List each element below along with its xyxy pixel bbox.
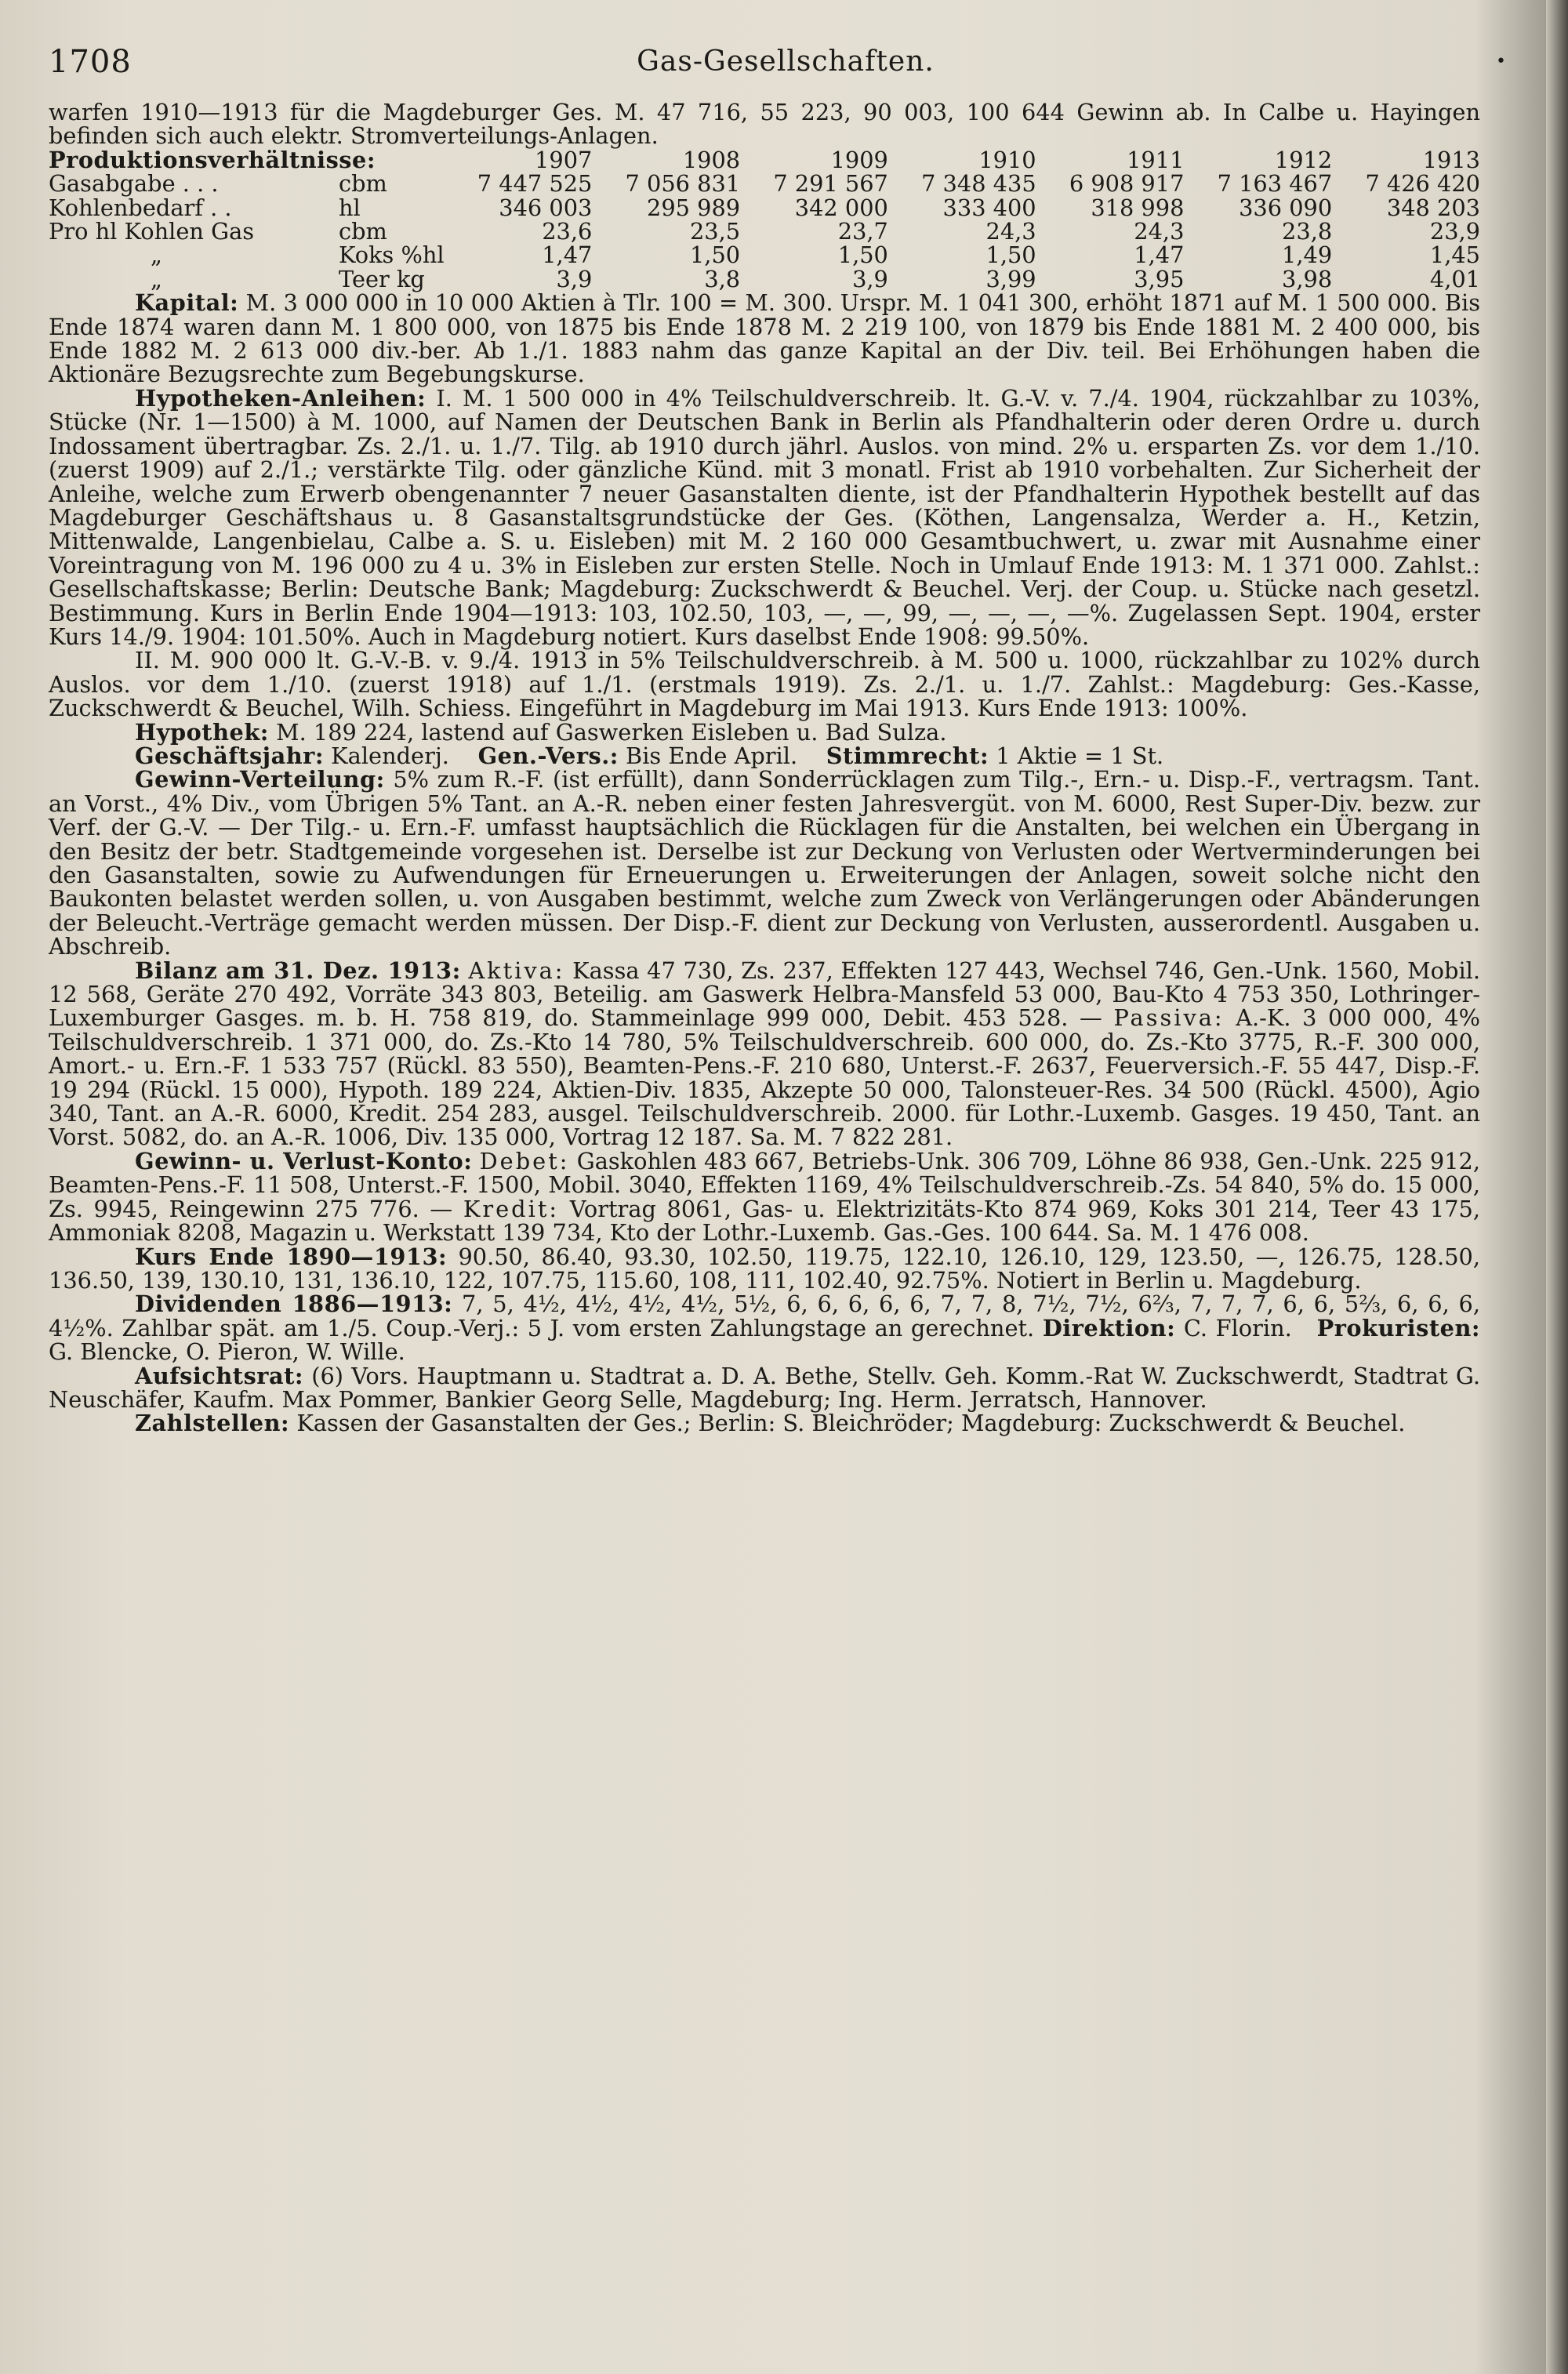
direktion-text: C. Florin. bbox=[1183, 1314, 1292, 1341]
table-cell: 3,95 bbox=[1134, 265, 1185, 292]
section-text: II. M. 900 000 lt. G.-V.-B. v. 9./4. 1913 in 5% Teilschuldverschreib. à M. 500 u. 1000, rückzahlbar zu 102% durch Auslos. vor dem 1./10. (zuerst 1918) auf 1./1. (erstmals 1919). Zs. 2./1. u. 1./7. Zahlst.: Magdeburg: Ges.-Kasse, Zuckschwerdt & Beuchel, Wilh. Schiess. Eingeführt in Magdeburg im Mai 1913. Kurs Ende 1913: 100%. bbox=[49, 647, 1480, 722]
row-label: „ bbox=[151, 265, 162, 292]
section-text: Kalenderj. bbox=[331, 742, 449, 769]
year-1911: 1911 bbox=[1127, 146, 1185, 173]
year-1910: 1910 bbox=[978, 146, 1036, 173]
hypotheken-anleihen-paragraph bbox=[49, 384, 1480, 650]
section-label: Geschäftsjahr: bbox=[135, 742, 324, 769]
gen-vers-text: Bis Ende April. bbox=[626, 742, 798, 769]
debet-label: Debet: bbox=[479, 1147, 570, 1174]
table-cell: 1,47 bbox=[542, 241, 593, 269]
section-text: 7, 5, 4½, 4½, 4½, 4½, 5½, 6, 6, 6, 6, 6, 7, 7, 8, 7½, 7½, 6⅔, 7, 7, 7, 6, 6, 5⅔, 6, 6, 6, 4½%. Zahlbar spät. am 1./5. Coup.-Verj.: 5 J. vom ersten Zahlungstage an gerechnet. bbox=[49, 1290, 1481, 1341]
table-cell: 3,8 bbox=[704, 265, 741, 292]
table-cell: 23,8 bbox=[1282, 218, 1333, 245]
kapital-paragraph bbox=[49, 291, 1480, 387]
production-header-row bbox=[49, 148, 1480, 172]
table-cell: 336 090 bbox=[1239, 194, 1333, 221]
table-cell: 295 989 bbox=[647, 194, 741, 221]
table-cell: 7 426 420 bbox=[1365, 170, 1480, 198]
section-label: Zahlstellen: bbox=[135, 1410, 290, 1437]
table-cell: 7 056 831 bbox=[625, 170, 741, 198]
year-1912: 1912 bbox=[1274, 146, 1333, 173]
table-cell: 1,50 bbox=[985, 241, 1036, 269]
table-cell: 24,3 bbox=[985, 218, 1036, 245]
table-cell: 7 348 435 bbox=[921, 170, 1036, 198]
section-label: Hypotheken-Anleihen: bbox=[135, 384, 426, 412]
table-row bbox=[49, 220, 1480, 243]
row-unit: cbm bbox=[339, 218, 387, 245]
year-1909: 1909 bbox=[830, 146, 888, 173]
section-text: Kassen der Gasanstalten der Ges.; Berlin: S. Bleichröder; Magdeburg: Zuckschwerdt & Beuchel. bbox=[296, 1410, 1406, 1437]
table-cell: 23,9 bbox=[1429, 218, 1480, 245]
year-1908: 1908 bbox=[682, 146, 741, 173]
table-cell: 318 998 bbox=[1091, 194, 1185, 221]
table-row bbox=[49, 172, 1480, 195]
direktion-label: Direktion: bbox=[1042, 1314, 1176, 1341]
table-cell: 348 203 bbox=[1386, 194, 1480, 221]
table-cell: 3,99 bbox=[985, 265, 1036, 292]
table-cell: 3,9 bbox=[852, 265, 888, 292]
kurs-paragraph bbox=[49, 1245, 1480, 1293]
passiva-label: Passiva: bbox=[1113, 1004, 1225, 1032]
section-label: Hypothek: bbox=[135, 718, 269, 746]
table-cell: 3,98 bbox=[1282, 265, 1333, 292]
table-cell: 23,5 bbox=[689, 218, 741, 245]
aktiva-text: Kassa 47 730, Zs. 237, Effekten 127 443, Wechsel 746, Gen.-Unk. 1560, Mobil. 12 568, Geräte 270 492, Vorräte 343 803, Beteilig. am Gaswerk Helbra-Mansfeld 53 000, Bau-Kto 4 753 350, Lothringer-Luxemburger Gasges. m. b. H. 758 819, do. Stammeinlage 999 000, Debit. 453 528. — bbox=[49, 956, 1481, 1032]
intro-paragraph: warfen 1910—1913 für die Magdeburger Ges. M. 47 716, 55 223, 90 003, 100 644 Gewinn ab. In Calbe u. Hayingen befinden sich auch elektr. Stromverteilungs-Anlagen. bbox=[49, 99, 1480, 150]
row-unit: Teer kg bbox=[339, 265, 425, 292]
hypothek-paragraph bbox=[49, 718, 1480, 746]
aktiva-label: Aktiva: bbox=[468, 956, 565, 984]
gen-vers-label: Gen.-Vers.: bbox=[477, 742, 619, 769]
table-cell: 23,6 bbox=[542, 218, 593, 245]
section-text: M. 189 224, lastend auf Gaswerken Eisleben u. Bad Sulza. bbox=[276, 718, 947, 746]
table-cell: 1,45 bbox=[1429, 241, 1480, 269]
row-label: „ bbox=[151, 241, 162, 269]
table-cell: 24,3 bbox=[1134, 218, 1185, 245]
row-unit: cbm bbox=[339, 170, 387, 198]
section-label: Aufsichtsrat: bbox=[135, 1362, 304, 1389]
stimmrecht-text: 1 Aktie = 1 St. bbox=[996, 742, 1164, 769]
production-table bbox=[49, 148, 1480, 291]
table-cell: 23,7 bbox=[837, 218, 888, 245]
table-cell: 1,49 bbox=[1282, 241, 1333, 269]
year-1907: 1907 bbox=[535, 146, 593, 173]
gewinn-verteilung-paragraph bbox=[49, 768, 1480, 958]
table-cell: 333 400 bbox=[942, 194, 1036, 221]
page-number: 1708 bbox=[49, 44, 132, 80]
geschaeftsjahr-paragraph bbox=[49, 744, 1480, 768]
section-label: Kapital: bbox=[135, 289, 239, 317]
section-label: Dividenden 1886—1913: bbox=[135, 1290, 453, 1318]
header-dot: • bbox=[1496, 52, 1507, 71]
row-unit: hl bbox=[339, 194, 361, 221]
table-cell: 346 003 bbox=[499, 194, 593, 221]
table-cell: 342 000 bbox=[794, 194, 888, 221]
row-label: Pro hl Kohlen Gas bbox=[49, 218, 255, 245]
table-cell: 3,9 bbox=[556, 265, 593, 292]
table-cell: 7 163 467 bbox=[1217, 170, 1333, 198]
table-cell: 7 291 567 bbox=[773, 170, 888, 198]
section-text: 5% zum R.-F. (ist erfüllt), dann Sonderrücklagen zum Tilg.-, Ern.- u. Disp.-F., vertragsm. Tant. an Vorst., 4% Div., vom Übrigen 5% Tant. an A.-R. neben einer festen Jahresvergüt. von M. 6000, Rest Super-Div. bezw. zur Verf. der G.-V. — Der Tilg.- u. Ern.-F. umfasst hauptsächlich die Rücklagen für die Anstalten, bei welchen ein Übergang in den Besitz der betr. Stadtgemeinde vorgesehen ist. Derselbe ist zur Deckung von Verlusten oder Wertverminderungen bei den Gasanstalten, sowie zu Aufwendungen für Erneuerungen u. Erweiterungen der Anlagen, soweit solche nicht den Baukonten belastet werden sollen, u. von Ausgaben bestimmt, welche zum Zweck von Verlängerungen oder Abänderungen der Beleucht.-Verträge gemacht werden müssen. Der Disp.-F. dient zur Deckung von Verlusten, ausserordentl. Ausgaben u. Abschreib. bbox=[49, 766, 1480, 960]
row-label: Gasabgabe . . . bbox=[49, 170, 219, 198]
stimmrecht-label: Stimmrecht: bbox=[826, 742, 989, 769]
section-label: Gewinn- u. Verlust-Konto: bbox=[135, 1147, 473, 1174]
table-cell: 1,47 bbox=[1134, 241, 1185, 269]
page-edge-shadow bbox=[1546, 0, 1568, 2374]
passiva-text: A.-K. 3 000 000, 4% Teilschuldverschreib. 1 371 000, do. Zs.-Kto 14 780, 5% Teilschuldverschreib. 600 000, do. Zs.-Kto 3775, R.-F. 300 000, Amort.- u. Ern.-F. 1 533 757 (Rückl. 83 550), Beamten-Pens.-F. 210 680, Unterst.-F. 2637, Feuerversich.-F. 55 447, Disp.-F. 19 294 (Rückl. 15 000), Hypoth. 189 224, Aktien-Div. 1835, Akzepte 50 000, Talonsteuer-Res. 34 500 (Rückl. 4500), Agio 340, Tant. an A.-R. 6000, Kredit. 254 283, ausgel. Teilschuldverschreib. 2000. für Lothr.-Luxemb. Gasges. 19 450, Tant. an Vorst. 5082, do. an A.-R. 1006, Div. 135 000, Vortrag 12 187. Sa. M. 7 822 281. bbox=[49, 1004, 1480, 1151]
gewinn-verlust-paragraph bbox=[49, 1149, 1480, 1245]
table-row bbox=[49, 267, 1480, 291]
table-row bbox=[49, 196, 1480, 220]
table-cell: 1,50 bbox=[689, 241, 741, 269]
row-unit: Koks %hl bbox=[339, 241, 445, 269]
hypotheken-anleihen-ii-paragraph bbox=[49, 648, 1480, 720]
section-text: 90.50, 86.40, 93.30, 102.50, 119.75, 122.10, 126.10, 129, 123.50, —, 126.75, 128.50, 136.50, 139, 130.10, 131, 136.10, 122, 107.75, 115.60, 108, 111, 102.40, 92.75%. Notiert in Berlin u. Magdeburg. bbox=[49, 1243, 1480, 1294]
table-cell: 1,50 bbox=[837, 241, 888, 269]
production-heading: Produktionsverhältnisse: bbox=[49, 146, 376, 173]
dividenden-paragraph bbox=[49, 1290, 1481, 1366]
table-cell: 7 447 525 bbox=[477, 170, 593, 198]
zahlstellen-paragraph bbox=[49, 1411, 1480, 1435]
section-label: Kurs Ende 1890—1913: bbox=[135, 1243, 448, 1270]
table-row bbox=[49, 243, 1480, 267]
aufsichtsrat-paragraph bbox=[49, 1364, 1480, 1412]
prokuristen-label: Prokuristen: bbox=[1316, 1314, 1481, 1341]
section-text: (6) Vors. Hauptmann u. Stadtrat a. D. A. Bethe, Stellv. Geh. Komm.-Rat W. Zuckschwerdt, Stadtrat G. Neuschäfer, Kaufm. Max Pommer, Bankier Georg Selle, Magdeburg; Ing. Herm. Jerratsch, Hannover. bbox=[49, 1362, 1480, 1413]
kredit-text: Vortrag 8061, Gas- u. Elektrizitäts-Kto 874 969, Koks 301 214, Teer 43 175, Ammoniak 8208, Magazin u. Werkstatt 139 734, Kto der Lothr.-Luxemb. Gas.-Ges. 100 644. Sa. M. 1 476 008. bbox=[49, 1195, 1481, 1247]
section-text: I. M. 1 500 000 in 4% Teilschuldverschreib. lt. G.-V. v. 7./4. 1904, rückzahlbar zu 103%, Stücke (Nr. 1—1500) à M. 1000, auf Namen der Deutschen Bank in Berlin als Pfandhalterin oder deren Ordre u. durch Indossament übertragbar. Zs. 2./1. u. 1./7. Tilg. ab 1910 durch jährl. Auslos. von mind. 2% u. ersparten Zs. vor dem 1./10. (zuerst 1909) auf 2./1.; verstärkte Tilg. oder gänzliche Künd. mit 3 monatl. Frist ab 1910 vorbehalten. Zur Sicherheit der Anleihe, welche zum Erwerb obengenannter 7 neuer Gasanstalten diente, ist der Pfandhalterin Hypothek bestellt auf das Magdeburger Geschäftshaus u. 8 Gasanstaltsgrundstücke der Ges. (Köthen, Langensalza, Werder a. H., Ketzin, Mittenwalde, Langenbielau, Calbe a. S. u. Eisleben) mit M. 2 160 000 Gesamtbuchwert, u. zwar mit Ausnahme einer Voreintragung von M. 196 000 zu 4 u. 3% in Eisleben zur ersten Stelle. Noch in Umlauf Ende 1913: M. 1 371 000. Zahlst.: Gesellschaftskasse; Berlin: Deutsche Bank; Magdeburg: Zuckschwerdt & Beuchel. Verj. der Coup. u. Stücke nach gesetzl. Bestimmung. Kurs in Berlin Ende 1904—1913: 103, 102.50, 103, —, —, 99, —, —, —, —%. Zugelassen Sept. 1904, erster Kurs 14./9. 1904: 101.50%. Auch in Magdeburg notiert. Kurs daselbst Ende 1908: 99.50%. bbox=[49, 384, 1480, 650]
row-label: Kohlenbedarf . . bbox=[49, 194, 232, 221]
table-cell: 4,01 bbox=[1429, 265, 1480, 292]
section-label: Gewinn-Verteilung: bbox=[135, 766, 385, 793]
prokuristen-text: G. Blencke, O. Pieron, W. Wille. bbox=[49, 1338, 405, 1366]
debet-text: Gaskohlen 483 667, Betriebs-Unk. 306 709, Löhne 86 938, Gen.-Unk. 225 912, Beamten-Pens.-F. 11 508, Unterst.-F. 1500, Mobil. 3040, Effekten 1169, 4% Teilschuldverschreib.-Zs. 54 840, 5% do. 15 000, Zs. 9945, Reingewinn 275 776. — bbox=[49, 1147, 1480, 1222]
kredit-label: Kredit: bbox=[463, 1195, 560, 1222]
page-header bbox=[49, 44, 1523, 91]
section-label: Bilanz am 31. Dez. 1913: bbox=[135, 956, 461, 984]
year-1913: 1913 bbox=[1422, 146, 1480, 173]
document-body bbox=[49, 100, 1480, 1436]
running-title: Gas-Gesellschaften. bbox=[637, 45, 935, 78]
table-cell: 6 908 917 bbox=[1069, 170, 1185, 198]
bilanz-paragraph bbox=[49, 956, 1481, 1151]
section-text: M. 3 000 000 in 10 000 Aktien à Tlr. 100 = M. 300. Urspr. M. 1 041 300, erhöht 1871 auf M. 1 500 000. Bis Ende 1874 waren dann M. 1 800 000, von 1875 bis Ende 1878 M. 2 219 100, von 1879 bis Ende 1881 M. 2 400 000, bis Ende 1882 M. 2 613 000 div.-ber. Ab 1./1. 1883 nahm das ganze Kapital an der Div. teil. Bei Erhöhungen haben die Aktionäre Bezugsrechte zum Begebungskurse. bbox=[49, 289, 1481, 388]
